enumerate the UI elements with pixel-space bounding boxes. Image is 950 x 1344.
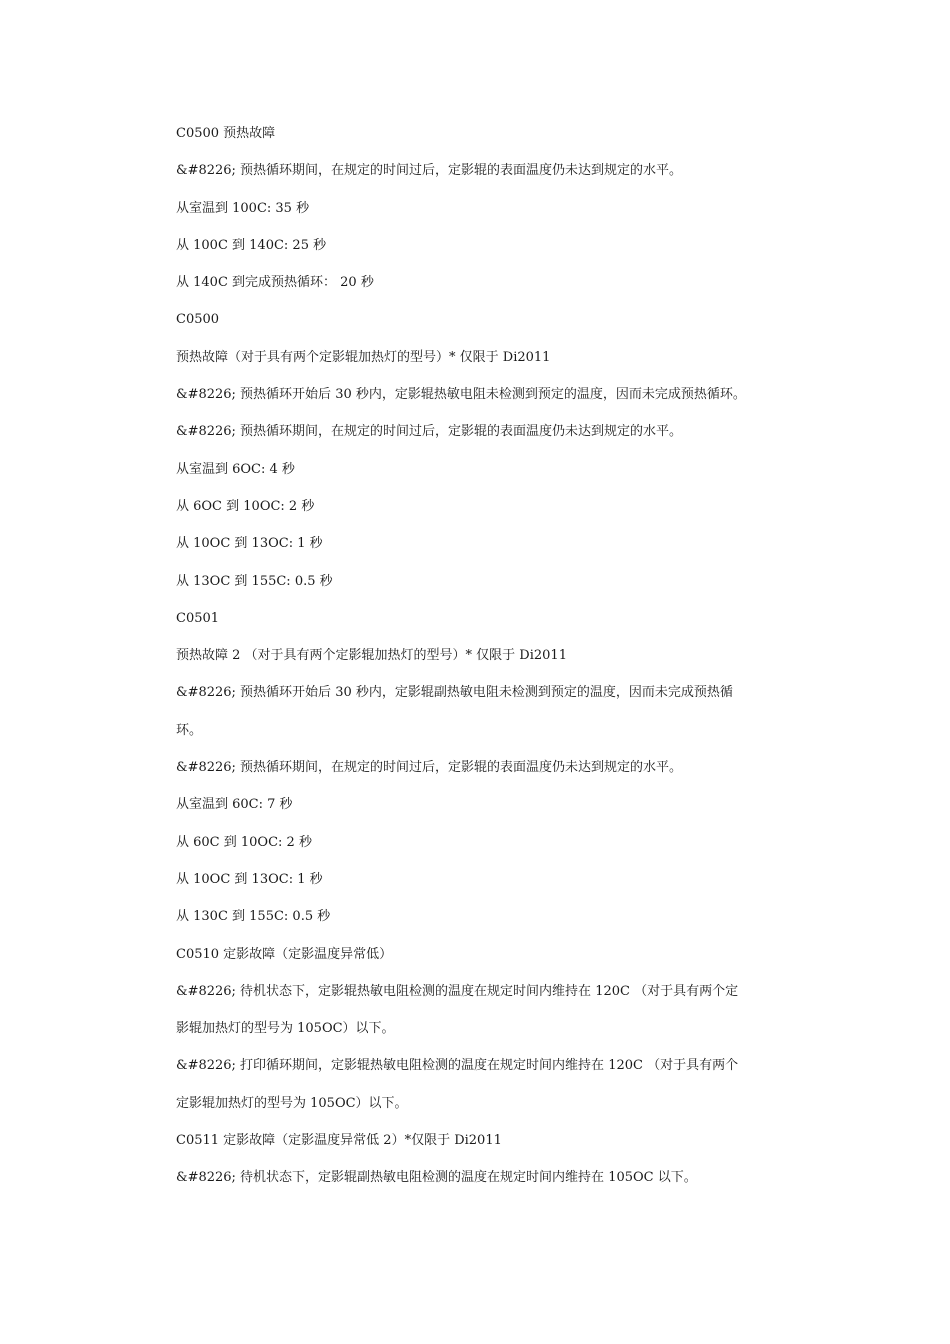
text-line: 预热故障 2 （对于具有两个定影辊加热灯的型号）* 仅限于 Di2011 [176, 648, 567, 664]
text-line: 从室温到 100C: 35 秒 [176, 200, 310, 216]
heading-c0501: C0501 [176, 610, 220, 626]
text-line: 从室温到 60C: 7 秒 [176, 797, 293, 813]
text-line: 从 100C 到 140C: 25 秒 [176, 237, 327, 253]
text-line: &#8226; 预热循环开始后 30 秒内，定影辊副热敏电阻未检测到预定的温度，因而未完成预热循 [176, 685, 733, 701]
text-line: &#8226; 预热循环期间，在规定的时间过后，定影辊的表面温度仍未达到规定的水平。 [176, 424, 683, 440]
heading-c0500: C0500 预热故障 [176, 126, 276, 141]
text-line: &#8226; 预热循环开始后 30 秒内，定影辊热敏电阻未检测到预定的温度，因而未完成预热循环。 [176, 387, 746, 403]
text-line: 从 13OC 到 155C: 0.5 秒 [176, 573, 333, 589]
text-line: &#8226; 待机状态下，定影辊热敏电阻检测的温度在规定时间内维持在 120C （对于具有两个定 [176, 983, 739, 999]
heading-c0511: C0511 定影故障（定影温度异常低 2）*仅限于 Di2011 [176, 1133, 502, 1149]
text-line: 从 130C 到 155C: 0.5 秒 [176, 909, 331, 925]
text-line: &#8226; 预热循环期间，在规定的时间过后，定影辊的表面温度仍未达到规定的水平。 [176, 760, 683, 776]
text-line: &#8226; 待机状态下，定影辊副热敏电阻检测的温度在规定时间内维持在 105OC 以下。 [176, 1170, 697, 1186]
text-line: 从 10OC 到 13OC: 1 秒 [176, 871, 323, 887]
text-line: 预热故障（对于具有两个定影辊加热灯的型号）* 仅限于 Di2011 [176, 349, 551, 365]
text-line: 环。 [176, 722, 203, 738]
text-line: &#8226; 打印循环期间，定影辊热敏电阻检测的温度在规定时间内维持在 120C （对于具有两个 [176, 1058, 739, 1074]
heading-c0500-alt: C0500 [176, 312, 220, 328]
text-line: 从 60C 到 10OC: 2 秒 [176, 834, 312, 850]
document-body [176, 124, 786, 1206]
text-line: 定影辊加热灯的型号为 105OC）以下。 [176, 1095, 408, 1111]
text-line: 从 6OC 到 10OC: 2 秒 [176, 498, 315, 514]
heading-c0510: C0510 定影故障（定影温度异常低） [176, 946, 393, 962]
text-line: 从室温到 6OC: 4 秒 [176, 461, 295, 477]
text-line: &#8226; 预热循环期间，在规定的时间过后，定影辊的表面温度仍未达到规定的水平。 [176, 163, 683, 179]
text-line: 从 10OC 到 13OC: 1 秒 [176, 536, 323, 552]
text-line: 从 140C 到完成预热循环： 20 秒 [176, 275, 374, 291]
text-line: 影辊加热灯的型号为 105OC）以下。 [176, 1021, 395, 1037]
